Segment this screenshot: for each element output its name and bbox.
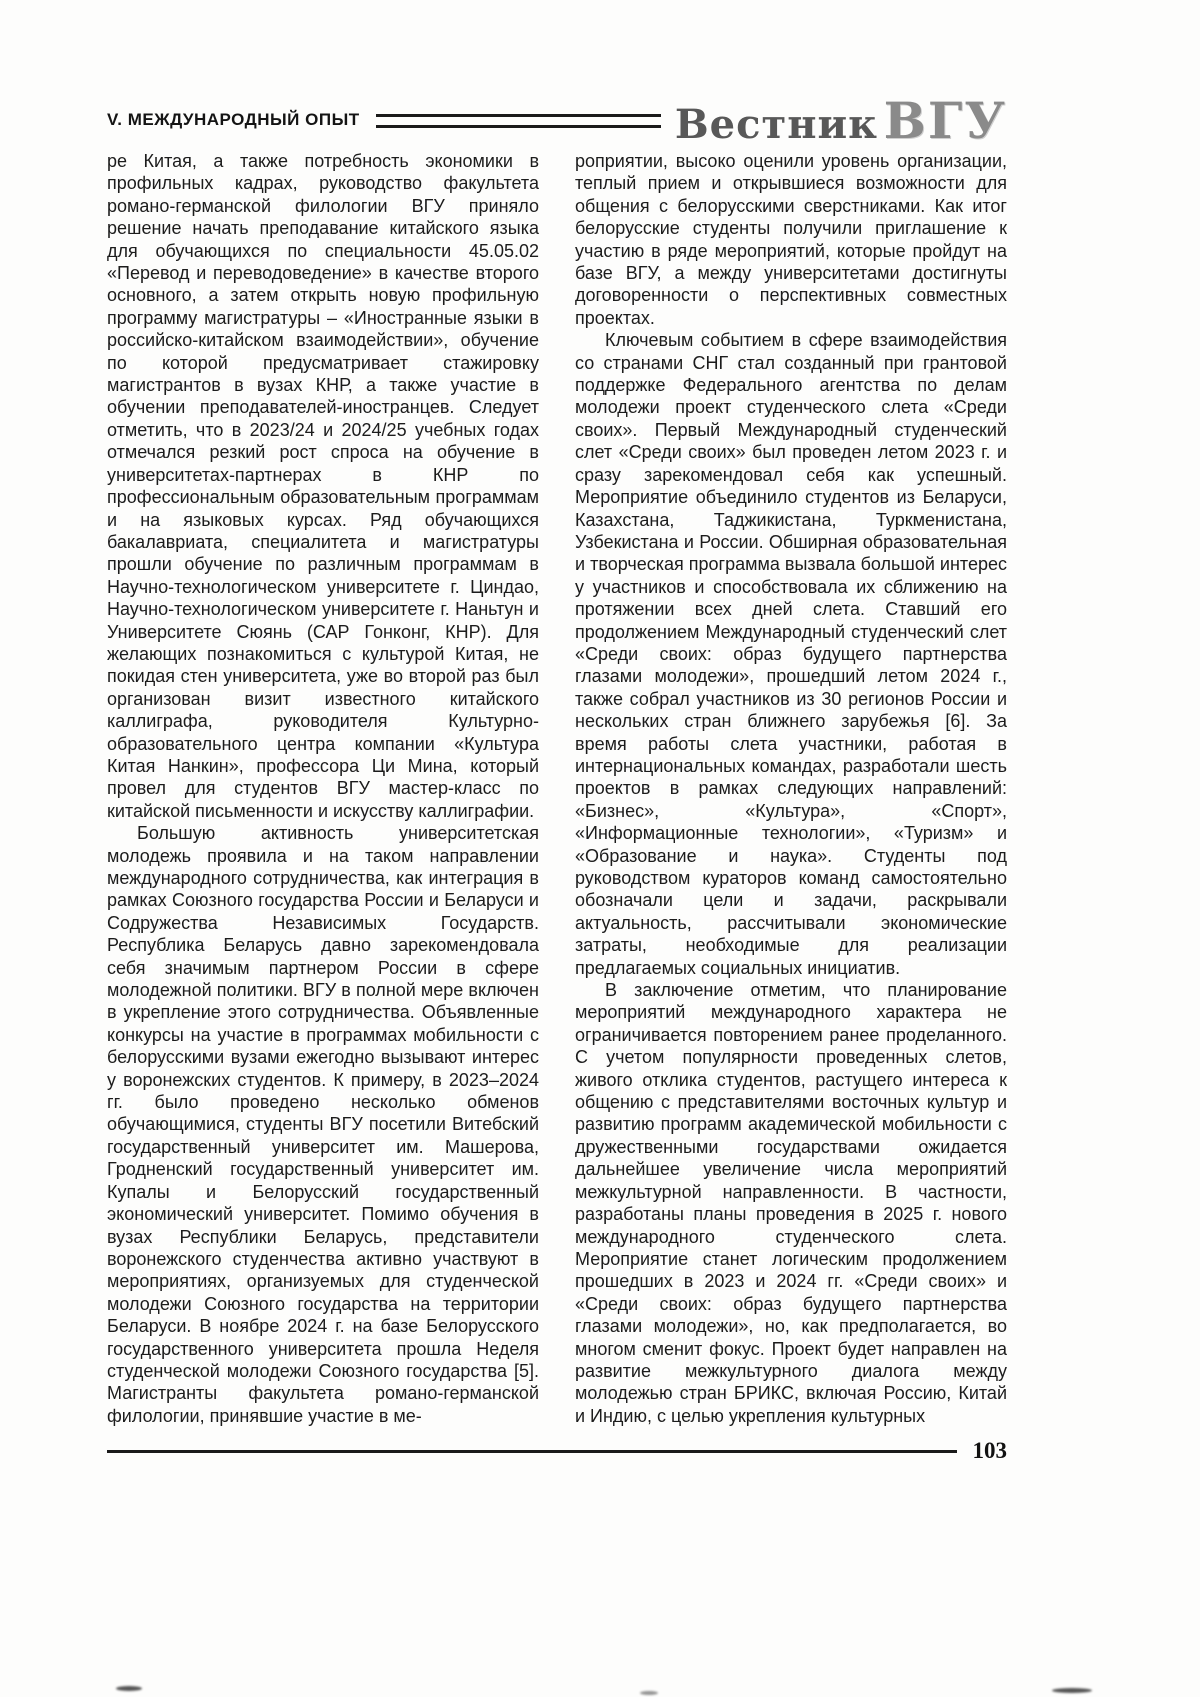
paragraph: Большую активность университетская молодежь проявила и на таком направлении международного сотрудничества, как интеграция в рамках Союзного государства России и Беларуси и Содружества Независимых Государств. Республика Беларусь давно зарекомендовала себя значимым партнером России в сфере молодежной политики. ВГУ в полной мере включен в укрепление этого сотрудничества. Объявленные конкурсы на участие в программах мобильности с белорусскими вузами ежегодно вызывают интерес у воронежских студентов. К примеру, в 2023–2024 гг. было проведено несколько обменов обучающимися, студенты ВГУ посетили Витебский государственный университет им. Машерова, Гродненский государственный университет им. Купалы и Белорусский государственный экономический университет. Помимо обучения в вузах Республики Беларусь, представители воронежского студенчества активно участвуют в мероприятиях, организуемых для студенческой молодежи Союзного государства на территории Беларуси. В ноябре 2024 г. на базе Белорусского государственного университета прошла Неделя студенческой молодежи Союзного государства [5]. Магистранты факультета романо-германской филологии, принявшие участие в ме- xyxy=(107,823,539,1426)
scan-artifact xyxy=(1052,1688,1092,1693)
page-footer xyxy=(107,1438,1007,1464)
journal-title-abbr: ВГУ xyxy=(883,91,1007,150)
article-body xyxy=(107,150,1007,1430)
page-header xyxy=(107,91,1007,150)
journal-title-word: Вестник xyxy=(674,101,879,148)
scan-artifact xyxy=(640,1691,658,1695)
paragraph: В заключение отметим, что планирование мероприятий международного характера не ограничивается повторением ранее проделанного. С учетом популярности проведенных слетов, живого отклика студентов, растущего интереса к общению с представителями восточных культур и развитию программ академической мобильности с дружественными государствами ожидается дальнейшее увеличение числа мероприятий межкультурной направленности. В частности, разработаны планы проведения в 2025 г. нового международного студенческого слета. Мероприятие станет логическим продолжением прошедших в 2023 и 2024 гг. «Среди своих» и «Среди своих: образ будущего партнерства глазами молодежи», но, как предполагается, во многом сменит фокус. Проект будет направлен на развитие межкультурного диалога между молодежью стран БРИКС, включая Россию, Китай и Индию, с целью укрепления культурных xyxy=(575,980,1007,1426)
footer-rule xyxy=(107,1450,957,1453)
page-number: 103 xyxy=(972,1438,1007,1463)
paragraph: Ключевым событием в сфере взаимодействия со странами СНГ стал созданный при грантовой поддержке Федерального агентства по делам молодежи проект студенческого слета «Среди своих». Первый Международный студенческий слет «Среди своих» был проведен летом 2023 г. и сразу зарекомендовал себя как успешный. Мероприятие объединило студентов из Беларуси, Казахстана, Таджикистана, Туркменистана, Узбекистана и России. Обширная образовательная и творческая программа вызвала большой интерес у участников и способствовала их сближению на протяжении всех дней слета. Ставший его продолжением Международный студенческий слет «Среди своих: образ будущего партнерства глазами молодежи», прошедший летом 2024 г., также собрал участников из 30 регионов России и нескольких стран ближнего зарубежья [6]. За время работы слета участники, работая в интернациональных командах, разработали шесть проектов в рамках следующих направлений: «Бизнес», «Культура», «Спорт», «Информационные технологии», «Туризм» и «Образование и наука». Студенты под руководством кураторов команд самостоятельно обозначали цели и задачи, раскрывали актуальность, рассчитывали экономические затраты, необходимые для реализации предлагаемых социальных инициатив. xyxy=(575,330,1007,978)
left-column xyxy=(107,150,539,1430)
journal-title xyxy=(674,91,1007,150)
paragraph: роприятии, высоко оценили уровень организации, теплый прием и открывшиеся возможности для общения с белорусскими сверстниками. Как итог белорусские студенты получили приглашение к участию в ряде мероприятий, которые пройдут на базе ВГУ, а между университетами достигнуты договоренности о перспективных совместных проектах. xyxy=(575,151,1007,328)
scan-artifact xyxy=(116,1686,142,1691)
paragraph: ре Китая, а также потребность экономики в профильных кадрах, руководство факультета романо-германской филологии ВГУ приняло решение начать преподавание китайского языка для обучающихся по специальности 45.05.02 «Перевод и переводоведение» в качестве второго основного, а затем открыть новую профильную программу магистратуры – «Иностранные языки в российско-китайском взаимодействии», обучение по которой предусматривает стажировку магистрантов в вузах КНР, а также участие в обучении преподавателей-иностранцев. Следует отметить, что в 2023/24 и 2024/25 учебных годах отмечался резкий рост спроса на обучение в университетах-партнерах в КНР по профессиональным образовательным программам и на языковых курсах. Ряд обучающихся бакалавриата, специалитета и магистратуры прошли обучение по различным программам в Научно-технологическом университете г. Циндао, Научно-технологическом университете г. Наньтун и Университете Сюянь (САР Гонконг, КНР). Для желающих познакомиться с культурой Китая, не покидая стен университета, уже во второй раз был организован визит известного китайского каллиграфа, руководителя Культурно-образовательного центра компании «Культура Китая Нанкин», профессора Ци Мина, который провел для студентов ВГУ мастер-класс по китайской письменности и искусству каллиграфии. xyxy=(107,151,539,821)
right-column xyxy=(575,150,1007,1430)
header-double-rule xyxy=(376,114,661,128)
section-title: V. МЕЖДУНАРОДНЫЙ ОПЫТ xyxy=(107,110,360,129)
